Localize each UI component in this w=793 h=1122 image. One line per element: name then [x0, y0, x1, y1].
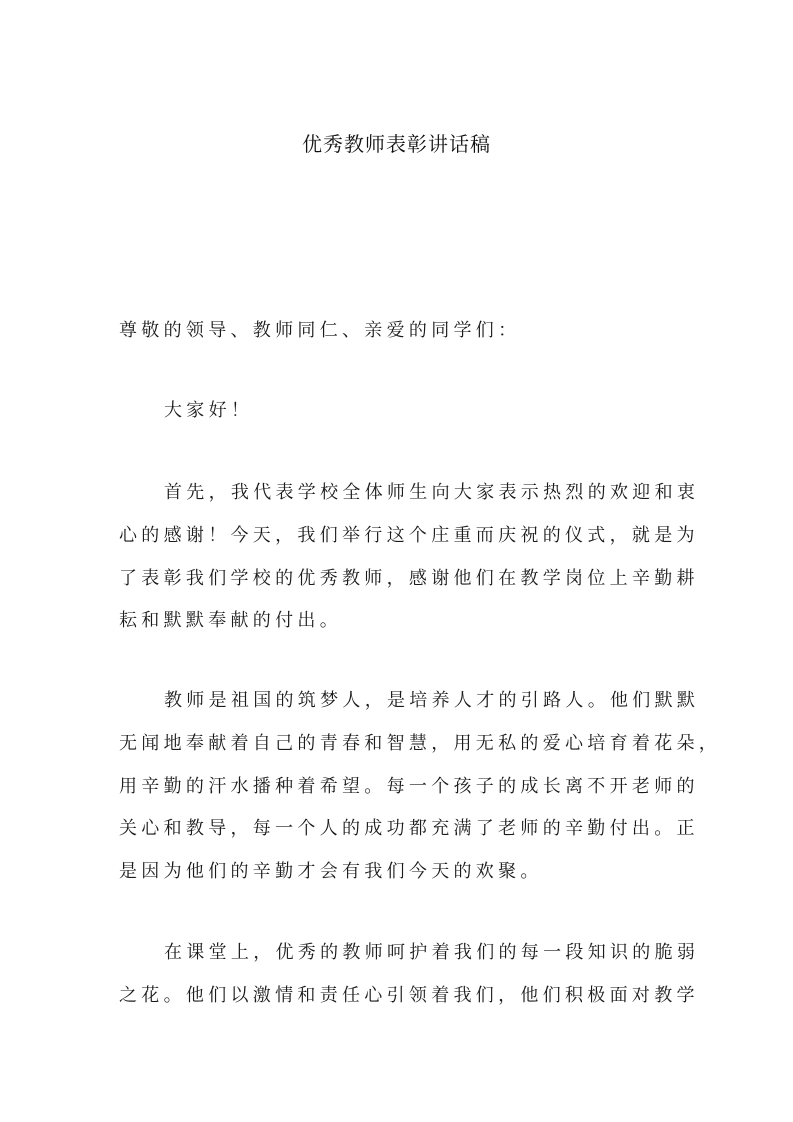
paragraph-line: 用辛勤的汗水播种着希望。每一个孩子的成长离不开老师的 — [119, 776, 699, 797]
paragraph-line: 是因为他们的辛勤才会有我们今天的欢聚。 — [119, 861, 543, 882]
paragraph-line: 之花。他们以激情和责任心引领着我们，他们积极面对教学 — [119, 985, 699, 1006]
paragraph-line: 关心和教导，每一个人的成功都充满了老师的辛勤付出。正 — [119, 818, 699, 839]
paragraph-line: 首先，我代表学校全体师生向大家表示热烈的欢迎和衷 — [164, 482, 700, 503]
document-title: 优秀教师表彰讲话稿 — [302, 132, 491, 156]
paragraph-line: 耘和默默奉献的付出。 — [119, 610, 342, 631]
paragraph-line: 教师是祖国的筑梦人，是培养人才的引路人。他们默默 — [164, 690, 700, 711]
paragraph-line: 无闻地奉献着自己的青春和智慧，用无私的爱心培育着花朵， — [119, 733, 722, 754]
paragraph-line: 在课堂上，优秀的教师呵护着我们的每一段知识的脆弱 — [164, 942, 700, 963]
salutation: 尊敬的领导、教师同仁、亲爱的同学们： — [119, 320, 521, 341]
paragraph-line: 了表彰我们学校的优秀教师，感谢他们在教学岗位上辛勤耕 — [119, 568, 699, 589]
greeting: 大家好！ — [164, 400, 254, 421]
paragraph-line: 心的感谢！今天，我们举行这个庄重而庆祝的仪式，就是为 — [119, 525, 699, 546]
